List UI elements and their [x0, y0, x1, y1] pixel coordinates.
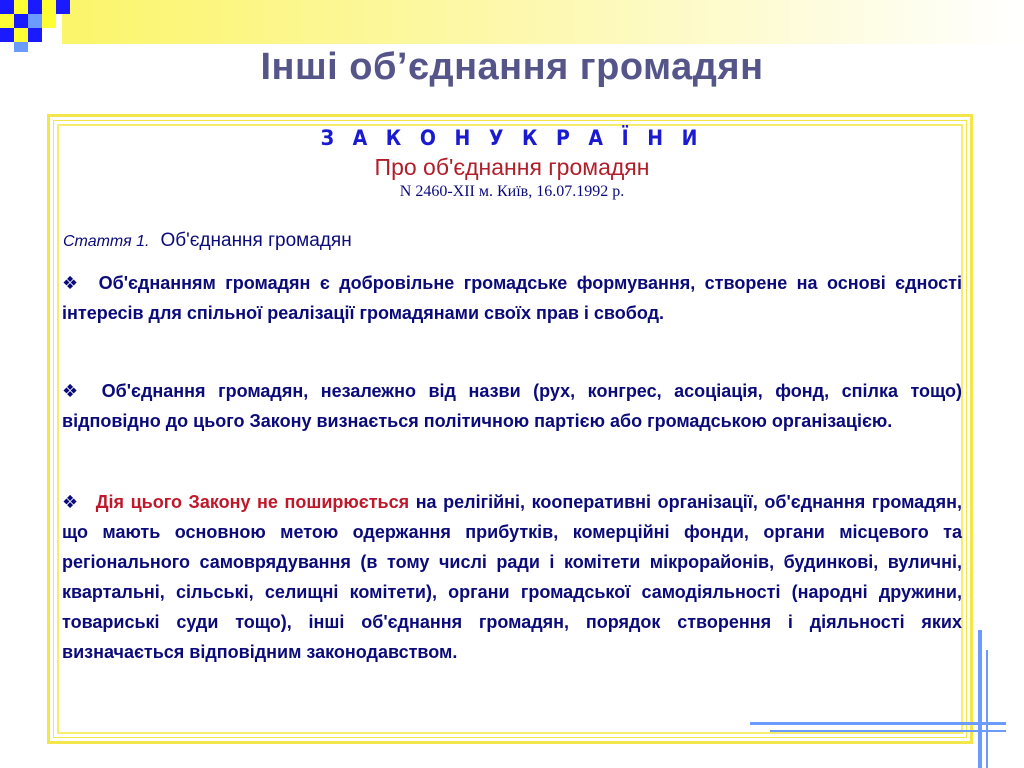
law-kicker: З А К О Н У К Р А Ї Н И — [320, 126, 704, 150]
law-header — [0, 126, 1024, 201]
paragraph-3-highlight: Дія цього Закону не поширюється — [95, 492, 410, 512]
paragraph-3-text: на релігійні, кооперативні організації, об'єднання громадян, що мають основною метою одержання прибутків, комерційні фонди, органи місцевого та регіонального самоврядування (в тому числі ради і комітети мікрорайонів, будинкові, вуличні, квартальні, сільські, селищні комітети), органи громадської самодіяльності (народні дружини, товариські суди тощо), інші об'єднання громадян, порядок створення і діяльності яких визначається відповідним законодавством. — [62, 492, 962, 662]
diamond-bullet-icon: ❖ — [62, 381, 86, 401]
article-title: Об'єднання громадян — [160, 230, 352, 251]
article-label: Стаття 1. — [63, 233, 150, 250]
paragraph-1 — [62, 268, 962, 328]
paragraph-1-text: Об'єднанням громадян є добровільне громадське формування, створене на основі єдності інтересів для спільної реалізації громадянами своїх прав і свобод. — [62, 273, 962, 323]
diamond-bullet-icon: ❖ — [62, 273, 83, 293]
diamond-bullet-icon: ❖ — [62, 492, 80, 512]
law-reference: N 2460-XII м. Київ, 16.07.1992 р. — [399, 183, 625, 200]
top-decor-bar — [62, 0, 1024, 44]
article-heading — [63, 230, 352, 252]
paragraph-2 — [62, 376, 962, 436]
page-title: Інші об’єднання громадян — [260, 46, 764, 88]
paragraph-2-text: Об'єднання громадян, незалежно від назви (рух, конгрес, асоціація, фонд, спілка тощо) відповідно до цього Закону визнається політичною партією або громадською організацією. — [62, 381, 962, 431]
paragraph-3 — [62, 487, 962, 667]
law-name: Про об'єднання громадян — [374, 154, 650, 180]
